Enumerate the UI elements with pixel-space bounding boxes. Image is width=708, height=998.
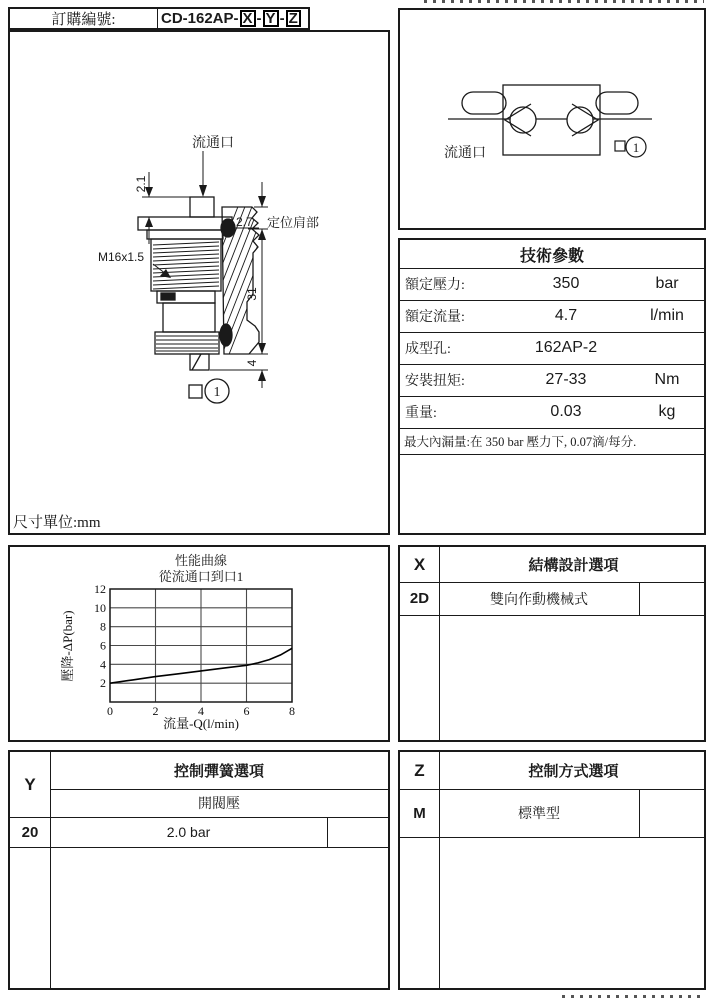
param-label: 重量: <box>405 406 437 421</box>
divider <box>400 615 704 616</box>
divider <box>400 837 704 838</box>
drawing-port1-number: 1 <box>213 385 221 400</box>
param-label: 成型孔: <box>405 342 451 357</box>
svg-text:10: 10 <box>94 600 106 615</box>
svg-text:8: 8 <box>100 619 106 634</box>
order-option-z: Z <box>286 10 301 27</box>
order-sep-1: - <box>256 10 262 27</box>
drawing-port-label: 流通口 <box>192 136 234 151</box>
order-code <box>158 9 308 28</box>
valve-drawing <box>10 32 388 533</box>
option-x-panel <box>398 545 706 742</box>
param-row-cavity <box>400 332 704 365</box>
param-label: 額定壓力: <box>405 278 465 293</box>
svg-text:8: 8 <box>289 704 295 718</box>
param-value: 27-33 <box>545 371 587 388</box>
symbol-port-label: 流通口 <box>444 146 486 161</box>
drawing-dim-top-stem: 2.1 <box>134 175 148 193</box>
param-label: 額定流量: <box>405 310 465 325</box>
order-option-y: Y <box>263 10 279 27</box>
option-y-title: 控制彈簧選項 <box>173 764 264 780</box>
option-y-subtitle: 開閥壓 <box>198 797 240 812</box>
drawing-dim-nose: 4 <box>245 359 259 367</box>
tech-params-title: 技術參數 <box>400 240 704 269</box>
param-value: 350 <box>552 275 580 292</box>
drawing-port1-square-icon <box>189 385 202 398</box>
order-sep-2: - <box>279 10 285 27</box>
symbol-port1-number: 1 <box>632 140 640 155</box>
divider <box>639 789 640 837</box>
option-z-row-desc: 標準型 <box>518 807 560 822</box>
svg-text:12: 12 <box>94 582 106 596</box>
chart-x-axis-label: 流量-Q(l/min) <box>163 716 239 731</box>
drawing-dim-body-length: 31 <box>245 287 259 301</box>
divider <box>327 817 328 847</box>
order-option-x: X <box>240 10 256 27</box>
option-z-panel <box>398 750 706 990</box>
tech-params-panel <box>398 238 706 535</box>
svg-text:6: 6 <box>243 704 250 718</box>
svg-text:2: 2 <box>100 676 106 691</box>
svg-text:4: 4 <box>100 657 106 672</box>
param-unit: l/min <box>650 307 684 324</box>
chart-panel <box>8 545 390 742</box>
drawing-dim-shoulder: 2.7 <box>236 215 253 229</box>
order-model-prefix: CD-162AP- <box>161 10 239 27</box>
svg-text:0: 0 <box>107 704 113 718</box>
option-z-row-code: M <box>413 804 426 822</box>
param-row-weight <box>400 396 704 429</box>
param-value: 0.03 <box>550 403 582 420</box>
unit-note: 尺寸單位:mm <box>13 515 101 531</box>
divider <box>10 847 388 848</box>
cropped-header-text <box>424 0 704 3</box>
option-x-title: 結構設計選項 <box>528 558 619 574</box>
symbol-panel <box>398 8 706 230</box>
chart-subtitle: 從流通口到口1 <box>158 569 244 584</box>
symbol-port1-square-icon <box>615 141 625 151</box>
drawing-thread-label: M16x1.5 <box>98 250 145 264</box>
order-number-label: 訂購編號: <box>10 9 158 28</box>
svg-text:2: 2 <box>152 704 159 718</box>
option-x-row-code: 2D <box>409 590 430 607</box>
option-y-code-header: Y <box>24 774 36 794</box>
option-z-title: 控制方式選項 <box>528 764 619 780</box>
param-unit <box>630 332 704 364</box>
leakage-note: 最大內漏量:在 350 bar 壓力下, 0.07滴/每分. <box>400 428 704 455</box>
option-y-row-desc: 2.0 bar <box>166 824 211 840</box>
param-row-flow <box>400 300 704 333</box>
option-x-row-desc: 雙向作動機械式 <box>490 592 588 608</box>
param-value: 4.7 <box>554 307 578 324</box>
divider <box>639 582 640 615</box>
option-y-panel <box>8 750 390 990</box>
param-label: 安裝扭矩: <box>405 374 465 389</box>
drawing-shoulder-label: 定位肩部 <box>267 215 320 230</box>
svg-text:4: 4 <box>198 704 204 718</box>
option-x-code-header: X <box>413 554 426 574</box>
option-y-row-code: 20 <box>21 823 39 841</box>
param-unit: kg <box>658 403 676 420</box>
param-row-torque <box>400 364 704 397</box>
param-unit: bar <box>655 275 679 292</box>
chart-title: 性能曲線 <box>174 553 227 568</box>
param-row-pressure <box>400 268 704 301</box>
param-value: 162AP-2 <box>534 339 598 356</box>
param-unit: Nm <box>654 371 680 388</box>
svg-text:6: 6 <box>100 638 106 653</box>
option-z-code-header: Z <box>414 760 425 780</box>
order-number-box <box>8 7 310 30</box>
hydraulic-symbol <box>400 10 704 228</box>
drawing-panel <box>8 30 390 535</box>
chart-y-axis-label: 壓降-ΔP(bar) <box>60 610 75 682</box>
